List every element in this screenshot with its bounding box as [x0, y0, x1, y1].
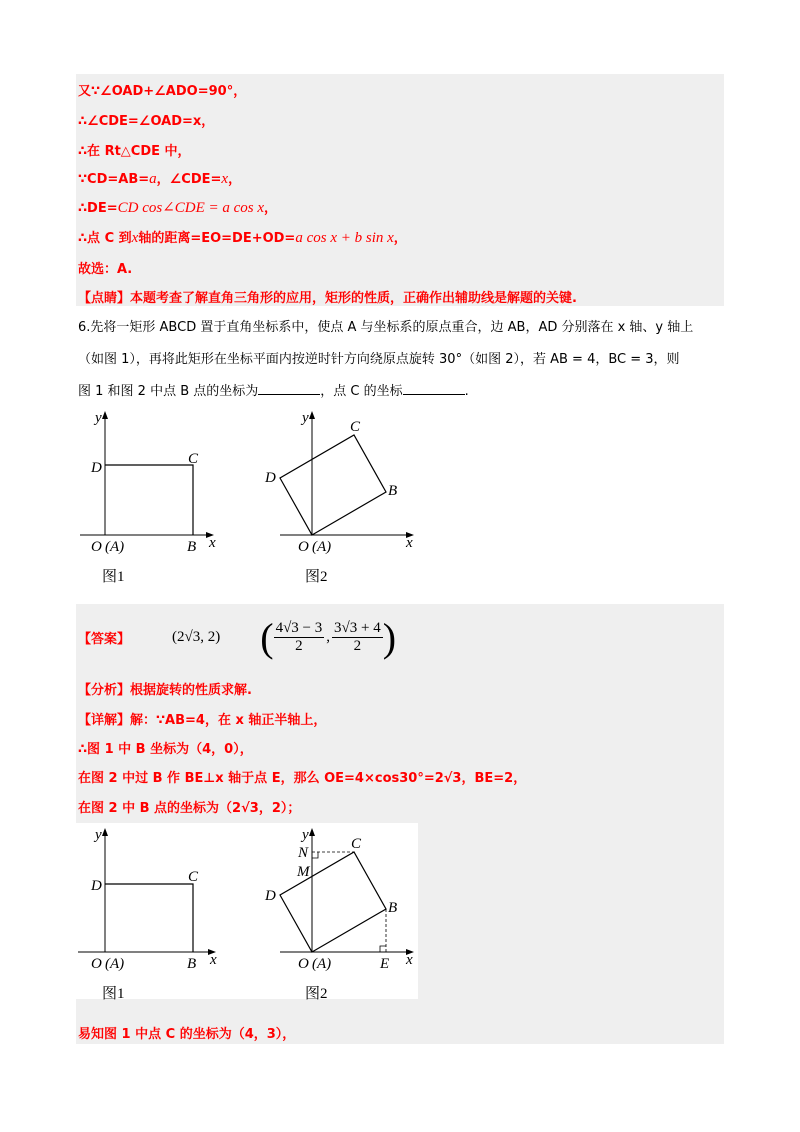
- fig2-A-label: (A): [312, 539, 332, 555]
- line4-a: ∵CD=AB=: [78, 172, 150, 187]
- fig2-y-label: y: [302, 410, 309, 426]
- fig4-x-label: x: [406, 952, 413, 968]
- question-line-3: [78, 380, 469, 399]
- final-line: 易知图 1 中点 C 的坐标为（4，3），: [78, 1027, 296, 1042]
- fig3-O-label: O: [91, 956, 102, 972]
- detail-line: 【详解】解：∵AB=4，在 x 轴正半轴上，: [78, 713, 327, 728]
- figure-1: [70, 405, 230, 585]
- fig4-C-label: C: [351, 836, 362, 852]
- fig1-x-label: x: [209, 535, 216, 551]
- fig1-D-label: D: [91, 460, 102, 476]
- answer-1: (2√3, 2): [172, 628, 221, 645]
- fig2-D-label: D: [265, 470, 276, 486]
- fig4-D-label: D: [265, 888, 276, 904]
- answer-2-x-frac: [274, 620, 325, 655]
- answer-2-x-den: 2: [295, 637, 303, 654]
- question-line3-c: .: [464, 384, 469, 399]
- solution-line-6: [78, 227, 407, 247]
- fig4-O-label: O: [298, 956, 309, 972]
- answer-2-x-num: 4√3 − 3: [275, 619, 323, 636]
- fig2-B-label: B: [388, 483, 398, 499]
- answer-blank-1[interactable]: [258, 383, 320, 395]
- figure-4: [262, 822, 422, 1002]
- answer-2-y-num: 3√3 + 4: [334, 619, 381, 636]
- fig2-O-label: O: [298, 539, 309, 555]
- fig4-B-label: B: [388, 900, 398, 916]
- line5-a: ∴DE=: [78, 201, 118, 216]
- line6-d: a cos x + b sin x: [295, 230, 394, 246]
- figure-2: [262, 405, 422, 585]
- fig2-C-label: C: [350, 419, 361, 435]
- solution-band-top: [76, 74, 724, 306]
- solution-line-3: ∴在 Rt△CDE 中，: [78, 144, 191, 159]
- detail-line-3: 在图 2 中 B 点的坐标为（2√3，2）；: [78, 801, 301, 816]
- fig1-caption: 图1: [102, 569, 125, 585]
- answer-row: [78, 614, 396, 660]
- answer-2-lparen: (: [260, 614, 274, 660]
- line6-c: 轴的距离=EO=DE+OD=: [138, 231, 296, 246]
- answer-blank-2[interactable]: [403, 383, 465, 395]
- line4-c: ，∠CDE=: [156, 172, 222, 187]
- fig3-A-label: (A): [105, 956, 125, 972]
- line6-a: ∴点 C 到: [78, 231, 132, 246]
- line5-c: ，: [264, 201, 278, 216]
- fig3-caption: 图1: [102, 986, 125, 1002]
- answer-2-sep: ,: [326, 628, 331, 645]
- question-line-2: （如图 1），再将此矩形在坐标平面内按逆时针方向绕原点旋转 30°（如图 2），若 AB = 4，BC = 3，则: [78, 352, 680, 367]
- fig3-C-label: C: [188, 869, 199, 885]
- answer-2-y-den: 2: [353, 637, 362, 654]
- question-line-1: 6.先将一矩形 ABCD 置于直角坐标系中，使点 A 与坐标系的原点重合，边 AB，AD 分别落在 x 轴、y 轴上: [78, 320, 694, 335]
- fig1-A-label: (A): [105, 539, 125, 555]
- detail-line-1: ∴图 1 中 B 坐标为（4，0），: [78, 742, 253, 757]
- solution-line-2: ∴∠CDE=∠OAD=x，: [78, 114, 215, 129]
- solution-line-5: [78, 197, 277, 217]
- analysis-line: 【分析】根据旋转的性质求解.: [78, 683, 252, 698]
- fig3-x-label: x: [210, 952, 217, 968]
- fig4-M-label: M: [297, 864, 310, 880]
- fig1-y-label: y: [95, 410, 102, 426]
- answer-2-y-frac: [332, 620, 383, 655]
- fig4-caption: 图2: [305, 986, 328, 1002]
- fig4-N-label: N: [298, 845, 309, 861]
- line6-b: x: [131, 230, 139, 246]
- question-line3-b: ，点 C 的坐标: [320, 384, 403, 399]
- line6-e: ，: [393, 231, 407, 246]
- fig4-E-label: E: [380, 956, 390, 972]
- question-line3-a: 图 1 和图 2 中点 B 点的坐标为: [78, 384, 259, 399]
- line4-b: a: [149, 171, 157, 187]
- line4-d: x: [221, 171, 229, 187]
- fig3-D-label: D: [91, 878, 102, 894]
- figure-3: [70, 822, 230, 1002]
- line4-e: ，: [228, 172, 242, 187]
- solution-line-4: [78, 168, 241, 188]
- answer-2-rparen: ): [382, 614, 397, 660]
- fig1-C-label: C: [188, 451, 199, 467]
- fig2-caption: 图2: [305, 569, 328, 585]
- fig1-O-label: O: [91, 539, 102, 555]
- solution-remark: 【点睛】本题考查了解直角三角形的应用，矩形的性质，正确作出辅助线是解题的关键.: [78, 291, 577, 306]
- fig3-y-label: y: [95, 827, 102, 843]
- solution-line-1: 又∵∠OAD+∠ADO=90°，: [78, 84, 247, 99]
- fig3-B-label: B: [187, 956, 197, 972]
- fig4-A-label: (A): [312, 956, 332, 972]
- fig1-B-label: B: [187, 539, 197, 555]
- fig2-x-label: x: [406, 535, 413, 551]
- solution-line-7: 故选：A.: [78, 262, 133, 277]
- fig4-y-label: y: [302, 827, 309, 843]
- line5-b: CD cos∠CDE = a cos x: [117, 200, 265, 216]
- answer-label: 【答案】: [78, 631, 131, 647]
- detail-line-2: 在图 2 中过 B 作 BE⊥x 轴于点 E，那么 OE=4×cos30°=2√3，BE=2，: [78, 771, 527, 786]
